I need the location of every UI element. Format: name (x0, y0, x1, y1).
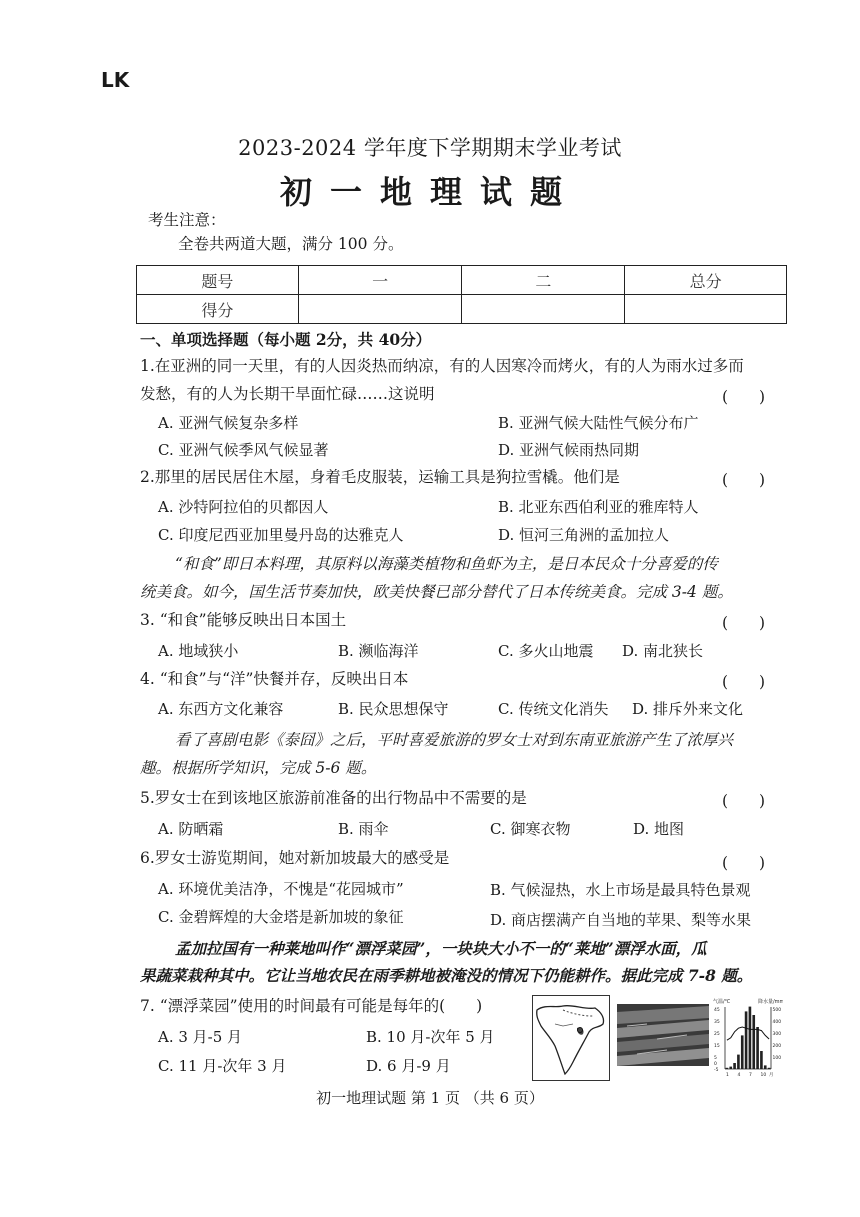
score-cell: 一 (298, 266, 462, 295)
answer-blank[interactable]: ( ) (722, 388, 766, 406)
option-a: A. 环境优美洁净，不愧是“花园城市” (158, 880, 404, 898)
page-footer: 初一地理试题 第 1 页 （共 6 页） (316, 1089, 544, 1107)
question-1-stem-cont: 发愁，有的人为长期干旱面忙碌……这说明 (140, 385, 435, 403)
precip-bar (749, 1007, 752, 1069)
month-tick-label: 4 (737, 1073, 741, 1078)
score-table-score-row (137, 295, 787, 324)
option-b: B. 气候湿热，水上市场是最具特色景观 (490, 881, 751, 899)
score-input-cell[interactable] (462, 295, 625, 324)
option-b: B. 亚洲气候大陆性气候分布广 (498, 414, 699, 432)
score-cell: 二 (462, 266, 625, 295)
option-d: D. 地图 (633, 820, 685, 838)
option-c: C. 御寒衣物 (490, 820, 571, 838)
map-drawing (533, 996, 609, 1080)
option-d: D. 南北狭长 (622, 642, 704, 660)
precip-axis-label: 降水量/mm (758, 999, 783, 1005)
notice-text: 全卷共两道大题，满分 100 分。 (178, 235, 404, 253)
score-table-header-row (137, 266, 787, 295)
temp-tick-label: 5 (714, 1055, 717, 1061)
temp-axis-label: 气温/℃ (713, 999, 731, 1005)
option-a: A. 亚洲气候复杂多样 (158, 414, 299, 432)
score-cell: 题号 (137, 266, 299, 295)
option-a: A. 地域狭小 (158, 642, 239, 660)
option-c: C. 印度尼西亚加里曼丹岛的达雅克人 (158, 526, 404, 544)
option-b: B. 民众思想保守 (338, 700, 449, 718)
precip-bar (741, 1035, 744, 1069)
option-c: C. 亚洲气候季风气候显著 (158, 441, 329, 459)
answer-blank[interactable]: ( ) (722, 854, 766, 872)
question-5-stem: 5.罗女士在到该地区旅游前准备的出行物品中不需要的是 (140, 789, 527, 807)
answer-blank[interactable]: ( ) (722, 471, 766, 489)
precip-bar (729, 1067, 732, 1069)
option-a: A. 沙特阿拉伯的贝都因人 (158, 498, 329, 516)
question-3-stem: 3. “和食”能够反映出日本国土 (140, 611, 347, 629)
reading-passage: 孟加拉国有一种莱地叫作“漂浮菜园”，一块块大小不一的“莱地”漂浮水面，瓜 (175, 939, 707, 958)
floating-garden-photo (617, 1004, 709, 1066)
question-6-stem: 6.罗女士游览期间，她对新加坡最大的感受是 (140, 849, 450, 867)
option-d: D. 排斥外来文化 (632, 700, 744, 718)
option-a: A. 防晒霜 (158, 820, 224, 838)
option-c: C. 传统文化消失 (498, 700, 609, 718)
south-asia-map-figure (532, 995, 610, 1081)
month-tick-label: 7 (749, 1073, 752, 1078)
precip-tick-label: 400 (772, 1019, 782, 1025)
score-cell: 总分 (625, 266, 787, 295)
precip-bar (745, 1011, 748, 1069)
reading-passage: 看了喜剧电影《泰囧》之后，平时喜爱旅游的罗女士对到东南亚旅游产生了浓厚兴 (175, 731, 734, 749)
month-tick-label: 月 (768, 1073, 774, 1078)
option-b: B. 濒临海洋 (338, 642, 419, 660)
photo-drawing (617, 1004, 709, 1066)
score-cell: 得分 (137, 295, 299, 324)
score-input-cell[interactable] (298, 295, 462, 324)
month-tick-label: 1 (726, 1073, 729, 1078)
precip-bar (768, 1068, 771, 1069)
precip-bar (737, 1055, 740, 1069)
option-a: A. 3 月-5 月 (158, 1028, 243, 1046)
temperature-line (727, 1027, 769, 1040)
score-table (136, 265, 787, 324)
option-b: B. 雨伞 (338, 820, 389, 838)
option-b: B. 北亚东西伯利亚的雅库特人 (498, 498, 699, 516)
notice-heading: 考生注意： (148, 211, 226, 229)
question-4-stem: 4. “和食”与“洋”快餐并存，反映出日本 (140, 670, 409, 688)
precip-bar (756, 1027, 759, 1069)
option-c: C. 多火山地震 (498, 642, 594, 660)
precip-bar (752, 1015, 755, 1069)
reading-passage-cont: 统美食。如今，国生活节奏加快，欧美快餐已部分替代了日本传统美食。完成 3-4 题。 (140, 583, 733, 601)
temp-tick-label: 25 (714, 1031, 720, 1037)
answer-blank[interactable]: ( ) (722, 792, 766, 810)
option-d: D. 6 月-9 月 (366, 1057, 451, 1075)
main-title: 初一地理试题 (279, 173, 580, 211)
precip-tick-label: 200 (772, 1043, 782, 1049)
climate-chart (713, 997, 783, 1079)
precip-tick-label: 500 (772, 1007, 782, 1013)
temp-tick-label: 35 (714, 1019, 720, 1025)
question-2-stem: 2.那里的居民居住木屋，身着毛皮服装，运输工具是狗拉雪橇。他们是 (140, 468, 620, 486)
temp-tick-label: 15 (714, 1043, 720, 1049)
reading-passage-cont: 果蔬菜栽种其中。它让当地农民在雨季耕地被淹没的情况下仍能耕作。据此完成 7-8 题。 (140, 966, 753, 985)
option-d: D. 恒河三角洲的孟加拉人 (498, 526, 670, 544)
option-d: D. 亚洲气候雨热同期 (498, 441, 640, 459)
section-heading: 一、单项选择题（每小题 2分，共 40分） (140, 330, 432, 349)
exam-title: 2023-2024 学年度下学期期末学业考试 (238, 136, 622, 160)
reading-passage: “和食”即日本料理，其原料以海藻类植物和鱼虾为主，是日本民众十分喜爱的传 (175, 555, 718, 573)
reading-passage-cont: 趣。根据所学知识，完成 5-6 题。 (140, 759, 377, 777)
question-7-stem: 7. “漂浮菜园”使用的时间最有可能是每年的( ) (140, 997, 483, 1015)
score-input-cell[interactable] (625, 295, 787, 324)
temp-tick-label: -5 (714, 1067, 719, 1073)
precip-bar (726, 1068, 729, 1069)
temp-tick-label: 0 (714, 1061, 717, 1067)
question-1-stem: 1.在亚洲的同一天里，有的人因炎热而纳凉，有的人因寒冷而烤火，有的人为雨水过多而 (140, 357, 744, 375)
option-c: C. 11 月-次年 3 月 (158, 1057, 287, 1075)
precip-bar (764, 1065, 767, 1069)
climate-chart-svg (713, 997, 783, 1079)
option-d: D. 商店摆满产自当地的苹果、梨等水果 (490, 911, 752, 929)
precip-tick-label: 300 (772, 1031, 782, 1037)
precip-bar (760, 1051, 763, 1069)
precip-tick-label: 100 (772, 1055, 782, 1061)
option-c: C. 金碧辉煌的大金塔是新加坡的象征 (158, 908, 404, 926)
corner-mark: LK (101, 68, 130, 92)
answer-blank[interactable]: ( ) (722, 673, 766, 691)
option-b: B. 10 月-次年 5 月 (366, 1028, 495, 1046)
answer-blank[interactable]: ( ) (722, 614, 766, 632)
precip-bar (733, 1063, 736, 1069)
temp-tick-label: 45 (714, 1007, 720, 1013)
month-tick-label: 10 (760, 1073, 767, 1078)
option-a: A. 东西方文化兼容 (158, 700, 284, 718)
